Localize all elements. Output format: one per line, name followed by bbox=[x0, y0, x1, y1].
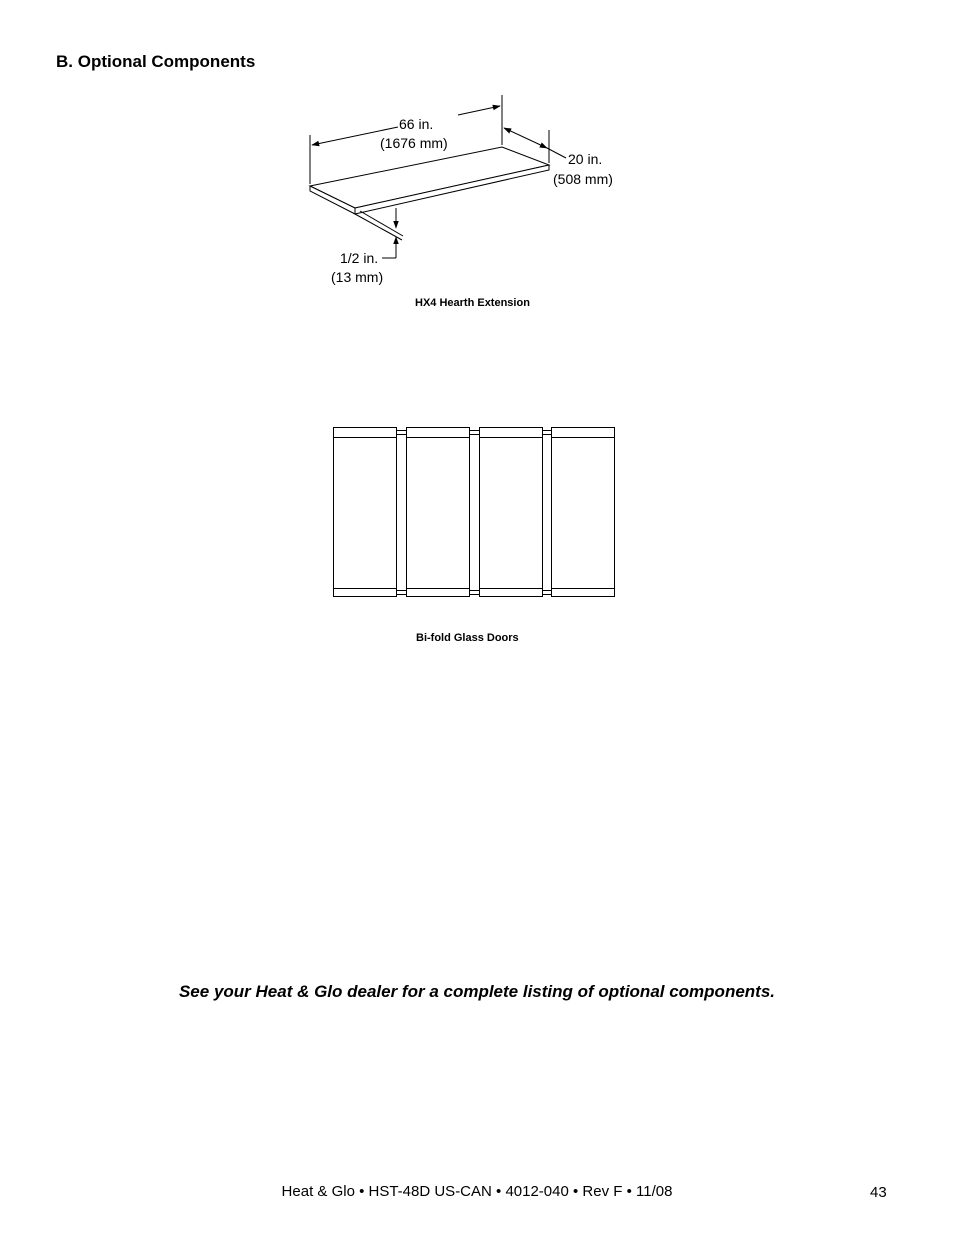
door-hinge bbox=[397, 431, 407, 435]
hearth-caption: HX4 Hearth Extension bbox=[415, 297, 530, 309]
door-hinge bbox=[470, 431, 480, 435]
document-footer: Heat & Glo • HST-48D US-CAN • 4012-040 • Rev F • 11/08 bbox=[281, 1183, 673, 1200]
hearth-depth-mm: (508 mm) bbox=[553, 171, 613, 187]
page-number: 43 bbox=[870, 1184, 887, 1201]
hearth-thickness-mm: (13 mm) bbox=[331, 269, 384, 285]
bifold-doors-figure bbox=[330, 424, 620, 654]
door-panel-3 bbox=[480, 428, 543, 597]
door-hinge bbox=[397, 591, 407, 595]
hearth-depth-label: 20 in. bbox=[568, 151, 603, 167]
section-title: B. Optional Components bbox=[56, 52, 256, 71]
hearth-extension-figure bbox=[300, 90, 640, 320]
hearth-thickness-label: 1/2 in. bbox=[340, 250, 379, 266]
door-hinge bbox=[470, 591, 480, 595]
door-panel-2 bbox=[407, 428, 470, 597]
dealer-note: See your Heat & Glo dealer for a complete listing of optional components. bbox=[178, 982, 776, 1001]
door-hinge bbox=[543, 591, 552, 595]
doors-caption: Bi-fold Glass Doors bbox=[416, 632, 519, 644]
door-hinge bbox=[543, 431, 552, 435]
hearth-length-mm: (1676 mm) bbox=[380, 135, 448, 151]
door-panel-4 bbox=[552, 428, 615, 597]
door-panel-1 bbox=[334, 428, 397, 597]
bifold-doors-drawing bbox=[330, 424, 620, 604]
hearth-length-label: 66 in. bbox=[399, 116, 434, 132]
